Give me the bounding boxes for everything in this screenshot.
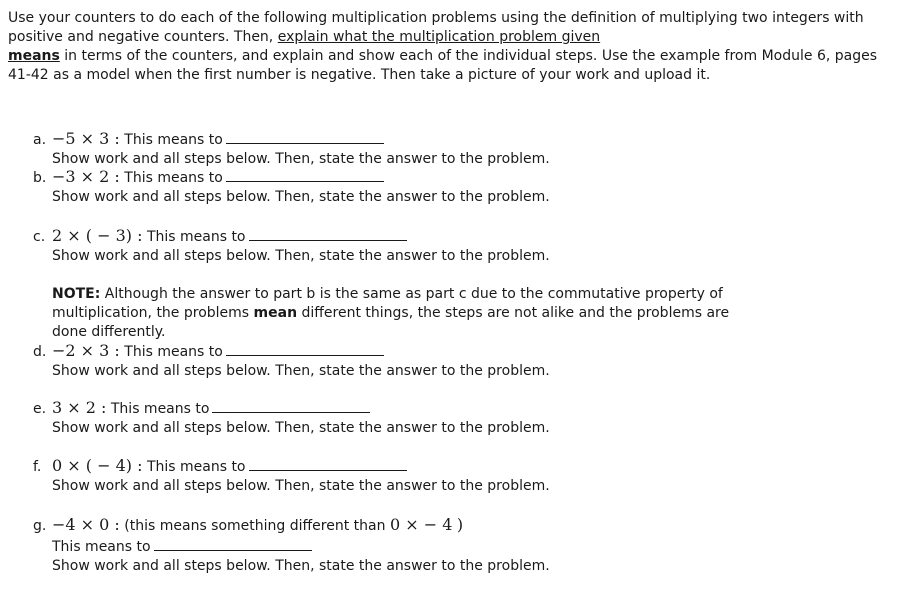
answer-blank[interactable] [226,129,384,144]
answer-blank[interactable] [226,341,384,356]
instructions-paragraph [8,9,888,85]
problem-expression: 2 × ( − 3) : [52,226,143,245]
problem-letter: g. [33,518,47,534]
instructions-underlined: explain what the multiplication problem given [277,29,601,45]
show-work-instruction: Show work and all steps below. Then, state the answer to the problem. [52,363,550,379]
this-means-label: This means to [52,539,151,555]
problem-letter: a. [33,132,47,148]
show-work-instruction: Show work and all steps below. Then, state the answer to the problem. [52,478,550,494]
problem-letter: e. [33,401,47,417]
instructions-text: Use your counters to do each of the following multiplication problems using the definition of multiplying two integers with positive and negative counters. Then, [8,10,864,45]
show-work-instruction: Show work and all steps below. Then, state the answer to the problem. [52,151,550,167]
problem-e [33,398,873,438]
note-paragraph [52,285,752,342]
problem-g-note-math: 0 × − 4 [389,515,453,534]
note-label: NOTE: [52,286,101,302]
problem-a [33,129,873,169]
answer-blank[interactable] [226,167,384,182]
show-work-instruction: Show work and all steps below. Then, state the answer to the problem. [52,558,550,574]
problem-expression: 0 × ( − 4) : [52,456,143,475]
this-means-label: This means to [124,132,223,148]
this-means-label: This means to [110,401,210,417]
problem-expression: 3 × 2 : [52,398,107,417]
this-means-label: This means to [146,229,246,245]
this-means-label: This means to [124,170,223,186]
instructions-means: means [8,48,60,64]
instructions-text-2: in terms of the counters, and explain and show each of the individual steps. Use the example from Module 6, pages 41-42 as a model when the first number is negative. Then take a picture of your work and upload it. [8,48,878,83]
this-means-label: This means to [146,459,246,475]
problem-g-note: (this means something different than [124,518,386,534]
problem-letter: d. [33,344,47,360]
show-work-instruction: Show work and all steps below. Then, state the answer to the problem. [52,189,550,205]
problem-letter: f. [33,459,42,475]
this-means-label: This means to [124,344,223,360]
note-text-2: different things, the steps are not alike and the problems are done differently. [52,305,730,340]
problem-d [33,341,873,381]
answer-blank[interactable] [249,456,407,471]
problem-f [33,456,873,496]
note-text: Although the answer to part b is the same as part c due to the commutative property of multiplication, the problems [52,286,723,321]
problem-expression: −4 × 0 : [52,515,120,534]
problem-g [33,515,873,576]
problem-letter: b. [33,170,47,186]
problem-expression: −5 × 3 : [52,129,120,148]
note-bold-mean: mean [253,305,298,321]
problem-expression: −2 × 3 : [52,341,120,360]
answer-blank[interactable] [154,536,312,551]
problem-expression: −3 × 2 : [52,167,120,186]
problem-letter: c. [33,229,46,245]
this-means-line [33,536,873,557]
problem-b [33,167,873,207]
answer-blank[interactable] [212,398,370,413]
show-work-instruction: Show work and all steps below. Then, state the answer to the problem. [52,420,550,436]
answer-blank[interactable] [249,226,407,241]
problem-c [33,226,873,266]
show-work-instruction: Show work and all steps below. Then, state the answer to the problem. [52,248,550,264]
problem-g-close-paren: ) [456,515,464,534]
